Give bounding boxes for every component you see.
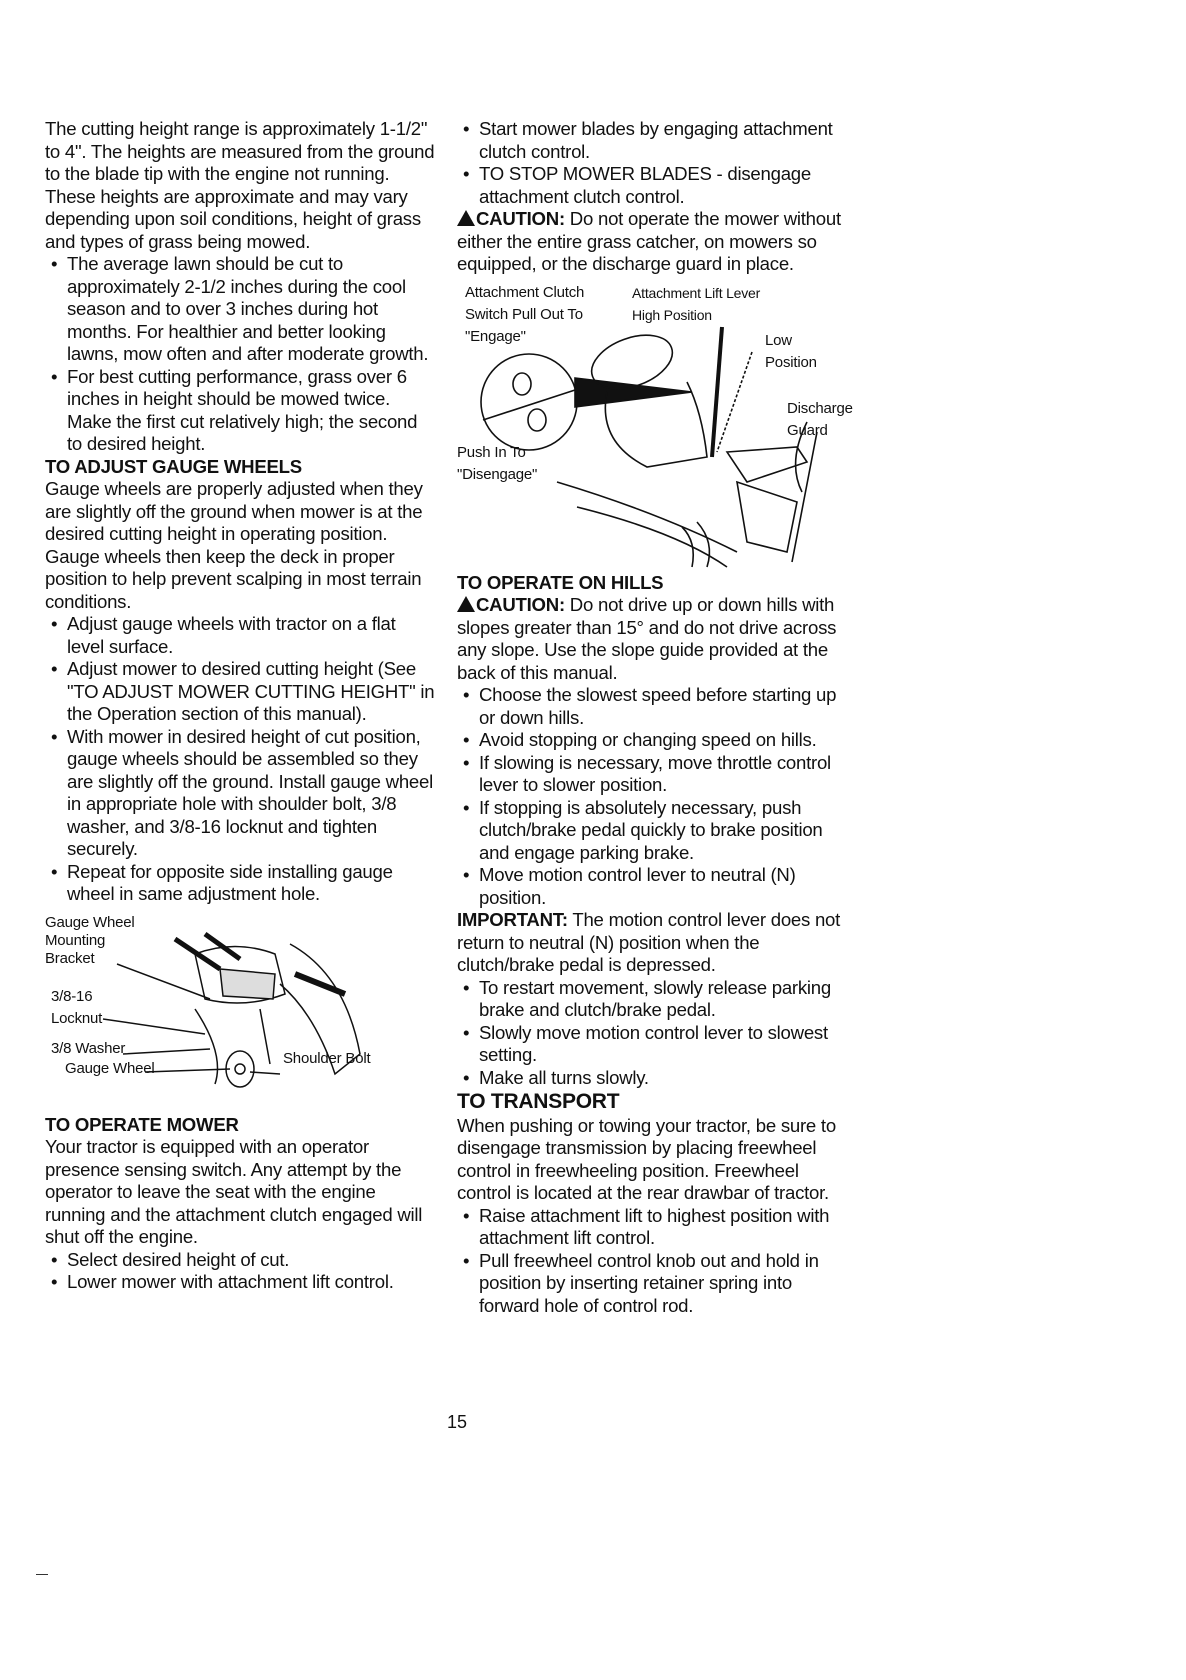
- section-heading-operate-mower: TO OPERATE MOWER: [45, 1113, 239, 1135]
- transport-bullets: [457, 1205, 849, 1318]
- list-item: • Make all turns slowly.: [457, 1067, 849, 1090]
- label-discharge-guard: Discharge Guard: [787, 399, 853, 439]
- operate-bullets: [45, 1249, 437, 1294]
- list-item: • To restart movement, slowly release parking brake and clutch/brake pedal.: [457, 977, 849, 1022]
- important-label: IMPORTANT:: [457, 909, 568, 930]
- cutting-height-intro: The cutting height range is approximately 1-1/2" to 4". The heights are measured from the ground to the blade tip with the engine not running. These heights are approximate and may vary depending upon soil conditions, height of grass and types of grass being mowed.: [45, 118, 435, 252]
- section-heading-transport: TO TRANSPORT: [457, 1090, 620, 1113]
- list-item: • If slowing is necessary, move throttle control lever to slower position.: [457, 752, 849, 797]
- label-washer: 3/8 Washer: [51, 1039, 126, 1057]
- list-item: • With mower in desired height of cut position, gauge wheels should be assembled so they are slightly off the ground. Install gauge wheel in appropriate hole with shoulder bolt, 3/8 washer, and 3/8-16 locknut and tighten securely.: [45, 726, 437, 861]
- warning-icon: [457, 596, 475, 612]
- important-note: [457, 909, 849, 977]
- caution-text: Do not drive up or down hills with slopes greater than 15° and do not drive across any slope. Use the slope guide provided at the back of this manual.: [457, 594, 837, 683]
- margin-mark: [36, 1574, 48, 1575]
- list-item: • Choose the slowest speed before starting up or down hills.: [457, 684, 849, 729]
- right-column: [457, 118, 853, 1317]
- list-item: • Raise attachment lift to highest position with attachment lift control.: [457, 1205, 849, 1250]
- gauge-bullets: [45, 613, 437, 906]
- left-column: [45, 118, 437, 1294]
- list-item: • Lower mower with attachment lift control.: [45, 1271, 437, 1294]
- label-shoulder-bolt: Shoulder Bolt: [283, 1049, 371, 1067]
- list-item: • Pull freewheel control knob out and hold in position by inserting retainer spring into forward hole of control rod.: [457, 1250, 849, 1318]
- caution-discharge: [457, 208, 849, 276]
- list-item: • Adjust gauge wheels with tractor on a flat level surface.: [45, 613, 437, 658]
- label-mounting-bracket: Gauge Wheel Mounting Bracket: [45, 913, 135, 967]
- caution-hills: [457, 594, 849, 684]
- label-gauge-wheel: Gauge Wheel: [65, 1059, 155, 1077]
- gauge-wheel-figure: [45, 914, 437, 1114]
- important-text: The motion control lever does not return to neutral (N) position when the clutch/brake pedal is depressed.: [457, 909, 841, 975]
- blade-bullets: [457, 118, 849, 208]
- gauge-wheels-text: Gauge wheels are properly adjusted when they are slightly off the ground when mower is at the desired cutting height in operating position. Gauge wheels then keep the deck in proper position to help prevent scalping in most terrain conditions.: [45, 478, 423, 612]
- intro-bullets: [45, 253, 437, 456]
- transport-text: When pushing or towing your tractor, be sure to disengage transmission by placing freewheel control in freewheeling position. Freewheel control is located at the rear drawbar of tractor.: [457, 1114, 836, 1203]
- caution-label: CAUTION:: [476, 594, 565, 615]
- restart-bullets: [457, 977, 849, 1090]
- attachment-clutch-figure: [457, 282, 853, 572]
- list-item: • For best cutting performance, grass over 6 inches in height should be mowed twice. Make the first cut relatively high; the second to desired height.: [45, 366, 437, 456]
- caution-label: CAUTION:: [476, 208, 565, 229]
- label-locknut: 3/8-16 Locknut: [51, 987, 103, 1027]
- list-item: • Slowly move motion control lever to slowest setting.: [457, 1022, 849, 1067]
- operate-mower-text: Your tractor is equipped with an operator presence sensing switch. Any attempt by the operator to leave the seat with the engine running and the attachment clutch engaged will shut off the engine.: [45, 1136, 423, 1247]
- label-lift-lever: Attachment Lift Lever High Position: [632, 284, 761, 323]
- list-item: • TO STOP MOWER BLADES - disengage attachment clutch control.: [457, 163, 849, 208]
- label-low-position: Low Position: [765, 331, 817, 371]
- list-item: • Select desired height of cut.: [45, 1249, 437, 1272]
- list-item: • Adjust mower to desired cutting height (See "TO ADJUST MOWER CUTTING HEIGHT" in the Operation section of this manual).: [45, 658, 437, 726]
- section-heading-hills: TO OPERATE ON HILLS: [457, 571, 664, 593]
- warning-icon: [457, 210, 475, 226]
- section-heading-gauge-wheels: TO ADJUST GAUGE WHEELS: [45, 455, 302, 477]
- list-item: • Avoid stopping or changing speed on hills.: [457, 729, 849, 752]
- list-item: • Move motion control lever to neutral (N) position.: [457, 864, 849, 909]
- list-item: • If stopping is absolutely necessary, push clutch/brake pedal quickly to brake position and engage parking brake.: [457, 797, 849, 865]
- list-item: • The average lawn should be cut to approximately 2-1/2 inches during the cool season and to over 3 inches during hot months. For healthier and better looking lawns, mow often and after moderate growth.: [45, 253, 437, 366]
- list-item: • Repeat for opposite side installing gauge wheel in same adjustment hole.: [45, 861, 437, 906]
- list-item: • Start mower blades by engaging attachment clutch control.: [457, 118, 849, 163]
- hills-bullets: [457, 684, 849, 909]
- label-clutch-engage: Attachment Clutch Switch Pull Out To "Engage": [465, 283, 585, 345]
- label-push-disengage: Push In To "Disengage": [457, 443, 538, 483]
- page-number: 15: [447, 1412, 468, 1432]
- caution-text: Do not operate the mower without either the entire grass catcher, on mowers so equipped, or the discharge guard in place.: [457, 208, 841, 274]
